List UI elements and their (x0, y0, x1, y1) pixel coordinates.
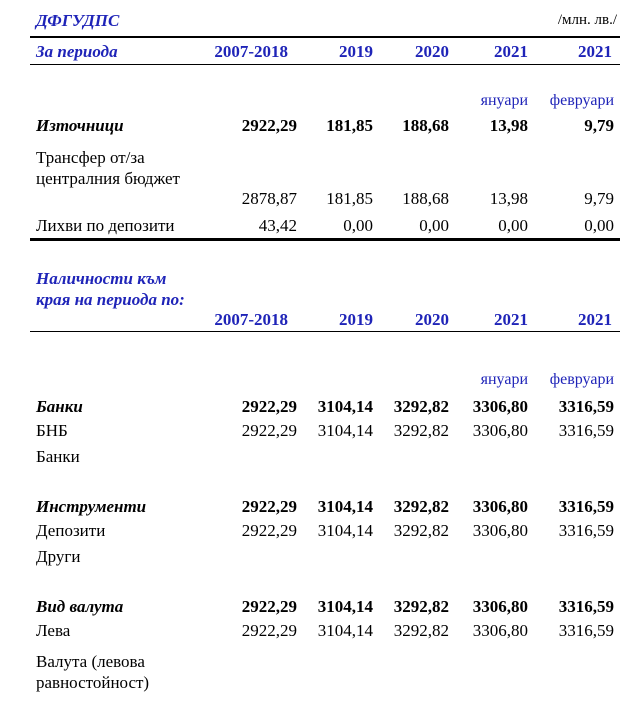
value-cell: 2922,29 (241, 597, 297, 616)
value-cell: 3292,82 (393, 521, 449, 540)
value-cell: 3292,82 (393, 397, 449, 416)
value-cell: 3104,14 (317, 597, 373, 616)
value-cell: 2922,29 (241, 621, 297, 640)
month-label: февруари (549, 371, 614, 388)
value-cell: 9,79 (584, 116, 614, 135)
value-cell: 3292,82 (393, 497, 449, 516)
year-header: 2020 (415, 310, 449, 329)
value-cell: 0,00 (498, 216, 528, 235)
value-cell: 3316,59 (558, 497, 614, 516)
value-cell: 0,00 (584, 216, 614, 235)
value-cell: 3104,14 (317, 397, 373, 416)
year-header: 2007-2018 (214, 310, 288, 329)
unit-label: /млн. лв./ (557, 12, 617, 28)
year-header: 2021 (494, 42, 528, 61)
year-header: 2019 (339, 310, 373, 329)
value-cell: 13,98 (489, 116, 528, 135)
value-cell: 3316,59 (558, 521, 614, 540)
value-cell: 3306,80 (472, 397, 528, 416)
row-label: Трансфер от/за централния бюджет (36, 148, 180, 188)
month-label: януари (480, 371, 528, 388)
group-label: Вид валута (36, 597, 124, 616)
balances-label: Наличности към края на периода по: (36, 269, 185, 309)
value-cell: 3316,59 (558, 597, 614, 616)
value-cell: 0,00 (343, 216, 373, 235)
value-cell: 3306,80 (472, 497, 528, 516)
value-cell: 3104,14 (317, 621, 373, 640)
divider (30, 238, 620, 241)
value-cell: 3306,80 (472, 521, 528, 540)
value-cell: 2922,29 (241, 497, 297, 516)
row-label: Лева (36, 621, 71, 640)
divider (30, 331, 620, 332)
value-cell: 9,79 (584, 189, 614, 208)
row-label: Валута (левова равностойност) (36, 652, 150, 692)
year-header: 2019 (339, 42, 373, 61)
value-cell: 181,85 (326, 116, 373, 135)
value-cell: 3316,59 (558, 421, 614, 440)
value-cell: 3292,82 (393, 421, 449, 440)
value-cell: 2922,29 (241, 521, 297, 540)
year-header: 2021 (578, 42, 612, 61)
year-header: 2020 (415, 42, 449, 61)
value-cell: 3104,14 (317, 521, 373, 540)
group-label: Инструменти (36, 497, 147, 516)
value-cell: 3306,80 (472, 597, 528, 616)
divider (30, 64, 620, 65)
value-cell: 2922,29 (241, 397, 297, 416)
value-cell: 3292,82 (393, 597, 449, 616)
sources-total-label: Източници (36, 116, 124, 135)
value-cell: 3306,80 (472, 421, 528, 440)
document-title: ДФГУДПС (36, 11, 120, 30)
row-label: БНБ (36, 421, 68, 440)
value-cell: 3316,59 (558, 621, 614, 640)
month-label: февруари (549, 92, 614, 109)
period-label: За периода (36, 42, 118, 61)
value-cell: 2922,29 (241, 116, 297, 135)
value-cell: 3292,82 (393, 621, 449, 640)
year-header: 2021 (494, 310, 528, 329)
value-cell: 0,00 (419, 216, 449, 235)
value-cell: 3104,14 (317, 421, 373, 440)
value-cell: 3104,14 (317, 497, 373, 516)
month-label: януари (480, 92, 528, 109)
value-cell: 2922,29 (241, 421, 297, 440)
value-cell: 188,68 (402, 116, 449, 135)
value-cell: 188,68 (402, 189, 449, 208)
value-cell: 2878,87 (241, 189, 297, 208)
year-header: 2021 (578, 310, 612, 329)
row-label: Други (36, 547, 81, 566)
row-label: Депозити (36, 521, 106, 540)
group-label: Банки (36, 397, 83, 416)
row-label: Банки (36, 447, 80, 466)
value-cell: 43,42 (258, 216, 297, 235)
row-label: Лихви по депозити (36, 216, 175, 235)
divider (30, 36, 620, 38)
value-cell: 3316,59 (558, 397, 614, 416)
year-header: 2007-2018 (214, 42, 288, 61)
value-cell: 181,85 (326, 189, 373, 208)
value-cell: 3306,80 (472, 621, 528, 640)
value-cell: 13,98 (489, 189, 528, 208)
